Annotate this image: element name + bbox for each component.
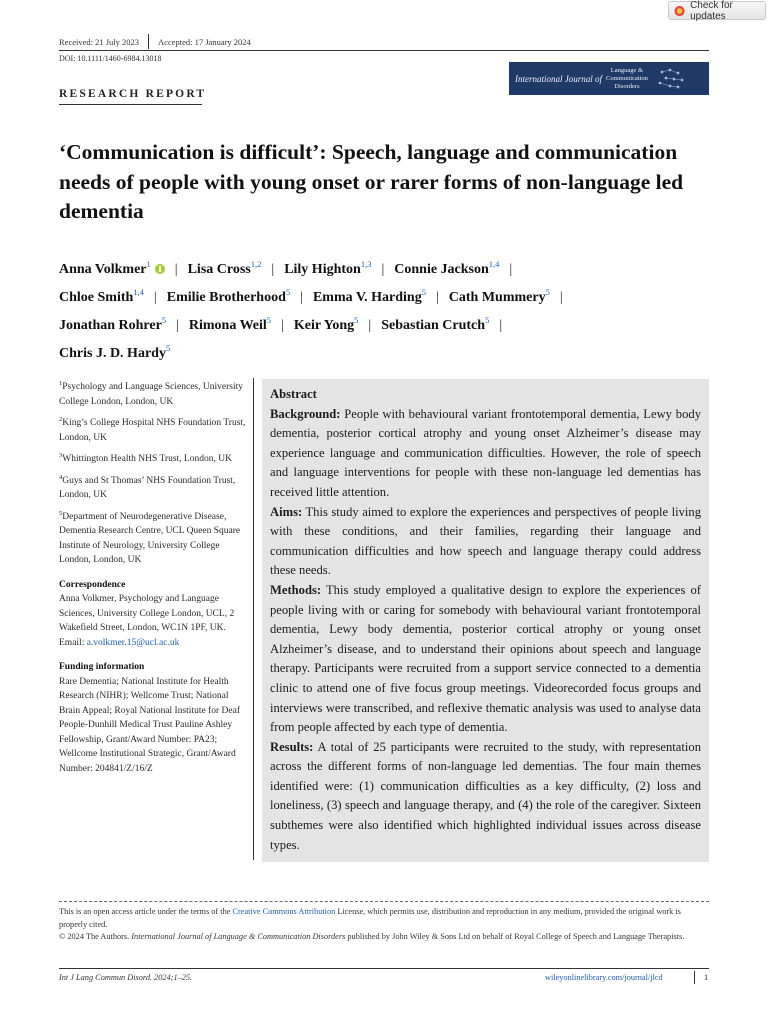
affiliation: $^5$Department of Neurodegenerative Disease, Dementia Research Centre, UCL Queen Square Institute of Neurology, University College London, London, UK: [59, 509, 241, 565]
abstract-results: Results: A total of 25 participants were recruited to the study, with representation across the different forms of non-language led dementias. The four main themes identified were: (1) communication difficulties as a key difficulty, (2) loss and loneliness, (3) speech and language therapy, and (4) the role of the caregiver. Sixteen subthemes were also identified which highlighted individual issues across disease types.: [270, 739, 701, 852]
page-number-divider: [694, 971, 695, 984]
check-for-updates-icon: [674, 5, 685, 17]
column-divider: [253, 378, 254, 860]
section-underline: [59, 104, 202, 105]
journal-citation: Int J Lang Commun Disord. 2024;1–25.: [59, 973, 193, 982]
date-divider: [148, 34, 149, 49]
author[interactable]: Cath Mummery$^5$: [448, 287, 550, 305]
author[interactable]: Lily Highton$^{1,3}$: [284, 259, 372, 277]
license-link[interactable]: Creative Commons Attribution: [232, 907, 336, 916]
journal-logo[interactable]: [509, 62, 709, 95]
author[interactable]: Keir Yong$^5$: [293, 315, 359, 333]
correspondence-text: Anna Volkmer, Psychology and Language Sciences, University College London, UCL, 2 Wakefield Street, London, WC1N 1PF, UK.: [59, 594, 235, 633]
journal-logo-sub2: Communication: [606, 74, 648, 82]
journal-logo-sub3: Disorders: [614, 82, 640, 90]
author[interactable]: Anna Volkmer$^1$: [59, 262, 165, 277]
license-footnote: [59, 906, 711, 944]
orcid-icon[interactable]: [155, 264, 165, 274]
author[interactable]: Chloe Smith$^{1,4}$: [59, 287, 144, 305]
abstract-methods: Methods: This study employed a qualitative design to explore the experiences of people living with or caring for somebody with behavioural variant frontotemporal dementia, Lewy body dementia, posterior cortical atrophy or young onset Alzheimer’s disease, and to understand their opinions about speech and language therapy. Participants were recruited from a support service connected to a dementia clinic to attend one of five focus group meetings. Videorecorded focus groups and interviews were transcribed, and reflexive thematic analysis was used to analyse data from people affected by each type of dementia.: [270, 582, 701, 735]
abstract-heading: Abstract: [270, 387, 317, 401]
affiliation: $^3$Whittington Health NHS Trust, London, UK: [59, 452, 232, 464]
check-for-updates-button[interactable]: [668, 1, 766, 20]
author[interactable]: Sebastian Crutch$^5$: [381, 315, 490, 333]
license-text: This is an open access article under the terms of the Creative Commons Attribution License, which permits use, distribution and reproduction in any medium, provided the original work is properly cited.: [59, 907, 681, 929]
author[interactable]: Chris J. D. Hardy$^5$: [59, 343, 171, 361]
footer-rule: [59, 968, 709, 969]
abstract-background: Background: People with behavioural variant frontotemporal dementia, Lewy body dementia, posterior cortical atrophy and young onset Alzheimer’s disease may experience language and communication difficulties. However, the role of speech and language interventions for people with these non-language led dementias has received little attention.: [270, 406, 701, 499]
author-list: Anna Volkmer$^1$ | Lisa Cross$^{1,2}$ | Lily Highton$^{1,3}$ | Connie Jackson$^{1,4}$ | Chloe Smith$^{1,4}$ | Emilie Brotherhood$^5$ | Emma V. Harding$^5$ | Cath Mummery$^5$ | Jonathan Rohrer$^5$ | Rimona Weil$^5$ | Keir Yong$^5$ | Sebastian Crutch$^5$ | Chris J. D. Hardy$^5$: [59, 259, 563, 361]
doi: DOI: 10.1111/1460-6984.13018: [59, 54, 162, 63]
author[interactable]: Emma V. Harding$^5$: [312, 287, 426, 305]
header-rule: [59, 50, 709, 51]
correspondence-email: Email: a.volkmer.15@ucl.ac.uk: [59, 637, 180, 648]
abstract-aims: Aims: This study aimed to explore the experiences and perspectives of people living with these conditions, and their families, regarding their language and communication difficulties and how speech and language therapy could address these needs.: [270, 504, 701, 578]
page-number: 1: [704, 973, 709, 982]
affiliation: $^2$King’s College Hospital NHS Foundation Trust, London, UK: [59, 416, 246, 443]
author[interactable]: Connie Jackson$^{1,4}$: [394, 259, 500, 277]
article-info-column: [59, 377, 249, 776]
article-dates: [59, 34, 251, 49]
journal-logo-sub1: Language &: [610, 66, 644, 74]
footnote-divider: [59, 901, 709, 902]
abstract-box: [262, 379, 709, 862]
copyright-text: © 2024 The Authors. International Journal of Language & Communication Disorders published by John Wiley & Sons Ltd on behalf of Royal College of Speech and Language Therapists.: [59, 932, 685, 941]
funding-heading: Funding information: [59, 662, 145, 672]
received-date: Received: 21 July 2023: [59, 36, 140, 47]
section-label: RESEARCH REPORT: [59, 88, 207, 100]
email-link[interactable]: a.volkmer.15@ucl.ac.uk: [86, 637, 180, 648]
check-for-updates-label: Check for updates: [690, 0, 733, 22]
affiliation: $^4$Guys and St Thomas’ NHS Foundation Trust, London, UK: [59, 473, 236, 500]
accepted-date: Accepted: 17 January 2024: [158, 36, 251, 47]
author[interactable]: Emilie Brotherhood$^5$: [166, 287, 291, 305]
author[interactable]: Rimona Weil$^5$: [188, 315, 272, 333]
correspondence-heading: Correspondence: [59, 579, 126, 590]
affiliation: $^1$Psychology and Language Sciences, University College London, London, UK: [59, 380, 243, 407]
journal-logo-sub: [606, 67, 648, 91]
article-title: ‘Communication is difficult’: Speech, language and communication needs of people with young onset or rarer forms of non-language led dementia: [59, 140, 684, 223]
author[interactable]: Jonathan Rohrer$^5$: [59, 315, 167, 333]
journal-website-link[interactable]: wileyonlinelibrary.com/journal/jlcd: [545, 973, 663, 982]
journal-logo-main: International Journal of: [515, 73, 602, 84]
author[interactable]: Lisa Cross$^{1,2}$: [187, 259, 262, 277]
journal-logo-emblem-icon: [654, 66, 688, 92]
funding-text: Rare Dementia; National Institute for Health Research (NIHR); Wellcome Trust; National Brain Appeal; Royal National Institute for Deaf People-Dunhill Medical Trust Pauline Ashley Fellowship, Grant/Award Number: PA23; Wellcome Institutional Strategic, Grant/Award Number: 204841/Z/16/Z: [59, 676, 240, 774]
